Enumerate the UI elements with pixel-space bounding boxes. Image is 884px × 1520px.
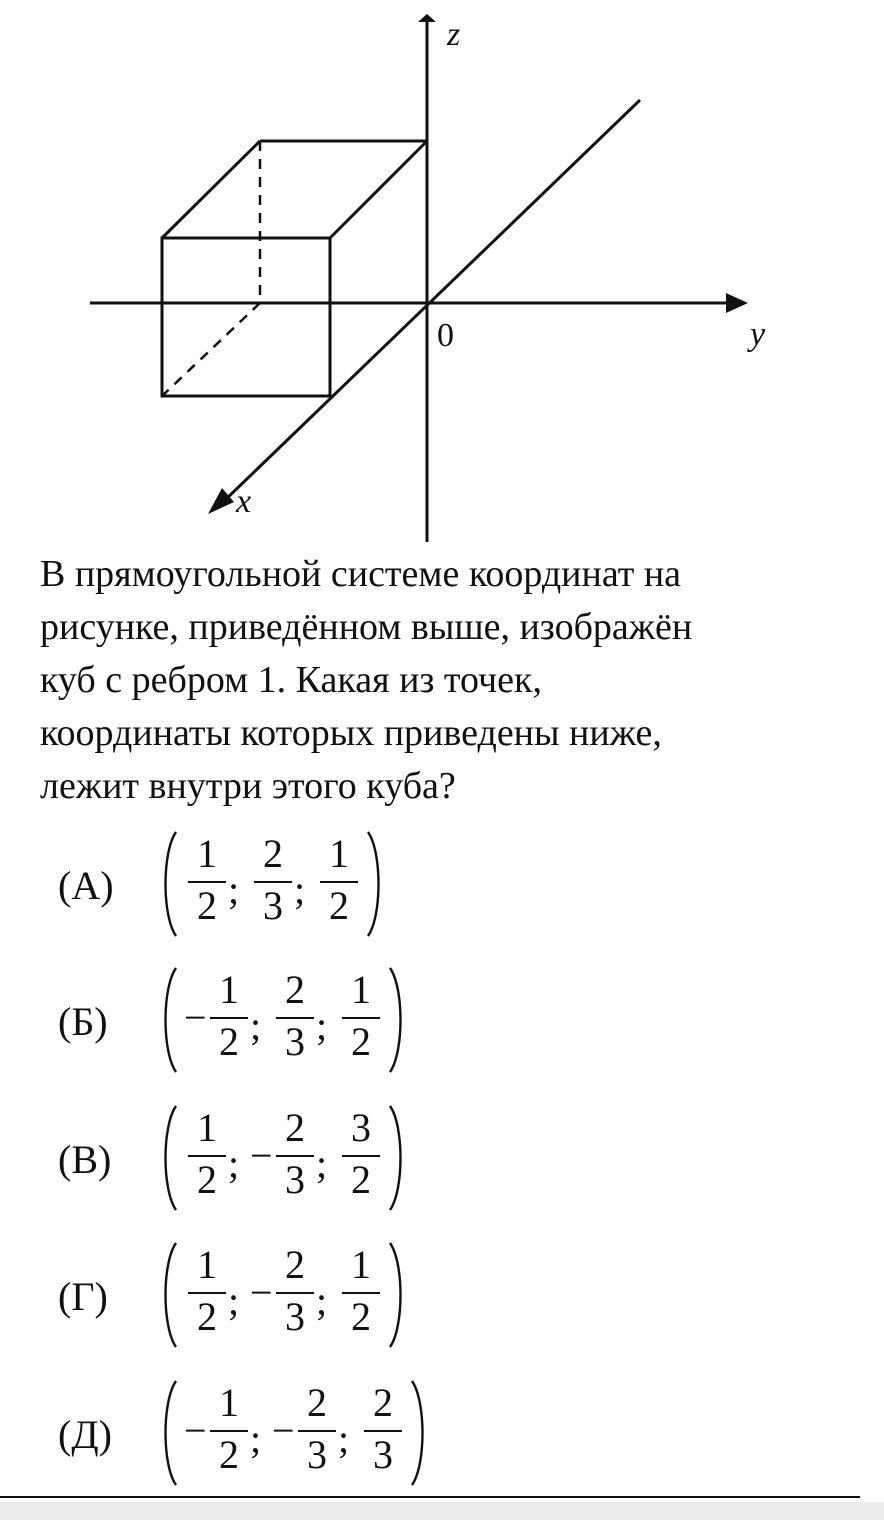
fraction-denominator: 2 [197, 1157, 217, 1202]
minus-sign: − [250, 1270, 273, 1315]
minus-sign: − [272, 1408, 295, 1453]
right-paren [386, 966, 406, 1074]
separator: ; [294, 867, 306, 912]
fraction-denominator: 2 [329, 883, 349, 928]
z-axis-arrow [418, 14, 436, 22]
separator: ; [228, 1278, 240, 1323]
fraction-numerator: 1 [351, 967, 371, 1012]
separator: ; [338, 1416, 350, 1461]
fraction-denominator: 3 [373, 1432, 393, 1477]
fraction-denominator: 2 [197, 883, 217, 928]
fraction [272, 967, 318, 1070]
left-paren [160, 830, 180, 938]
right-paren [364, 830, 384, 938]
fraction [338, 1242, 384, 1345]
fraction-denominator: 2 [351, 1019, 371, 1064]
question-line: куб с ребром 1. Какая из точек, [40, 659, 542, 701]
cube-top-left-edge [162, 141, 260, 238]
option-label: (Б) [58, 999, 108, 1044]
question-line: рисунке, приведённом выше, изображён [40, 606, 693, 648]
fraction [272, 1105, 318, 1208]
cube-hidden-depth-edge [162, 303, 260, 396]
right-paren [386, 1241, 406, 1349]
fraction [338, 967, 384, 1070]
y-axis-arrow [726, 293, 748, 313]
x-axis [223, 100, 640, 502]
fraction-numerator: 2 [285, 967, 305, 1012]
separator: ; [228, 867, 240, 912]
fraction-denominator: 3 [263, 883, 283, 928]
answer-option [0, 1375, 884, 1493]
x-axis-arrow [208, 488, 234, 514]
separator: ; [316, 1003, 328, 1048]
answer-option [0, 826, 884, 944]
separator: ; [316, 1141, 328, 1186]
answer-option [0, 1100, 884, 1218]
fraction-numerator: 3 [351, 1105, 371, 1150]
minus-sign: − [184, 995, 207, 1040]
fraction-denominator: 2 [197, 1294, 217, 1339]
left-paren [160, 1379, 180, 1487]
fraction-denominator: 3 [285, 1019, 305, 1064]
separator: ; [250, 1416, 262, 1461]
fraction-numerator: 1 [351, 1242, 371, 1287]
fraction-denominator: 2 [219, 1019, 239, 1064]
fraction [250, 831, 296, 934]
answer-option [0, 962, 884, 1080]
fraction [184, 831, 230, 934]
fraction-numerator: 2 [263, 831, 283, 876]
cube-top-right-edge [330, 141, 427, 238]
fraction [184, 1242, 230, 1345]
question-line: лежит внутри этого куба? [40, 765, 456, 807]
minus-sign: − [184, 1408, 207, 1453]
fraction-numerator: 2 [373, 1380, 393, 1425]
left-paren [160, 966, 180, 1074]
fraction [272, 1242, 318, 1345]
fraction-numerator: 2 [285, 1105, 305, 1150]
question-line: координаты которых приведены ниже, [40, 712, 662, 754]
fraction-numerator: 1 [197, 831, 217, 876]
fraction [360, 1380, 406, 1483]
cube-coordinate-diagram [0, 0, 884, 545]
fraction-denominator: 2 [351, 1157, 371, 1202]
minus-sign: − [250, 1133, 273, 1178]
option-label: (Д) [58, 1412, 112, 1457]
z-axis-label: z [447, 16, 461, 53]
right-paren [408, 1379, 428, 1487]
fraction [184, 1105, 230, 1208]
left-paren [160, 1241, 180, 1349]
answer-option [0, 1237, 884, 1355]
separator: ; [316, 1278, 328, 1323]
x-axis-label: x [236, 483, 252, 520]
fraction-numerator: 1 [219, 1380, 239, 1425]
fraction-denominator: 3 [285, 1157, 305, 1202]
option-label: (В) [58, 1137, 112, 1182]
fraction [206, 967, 252, 1070]
fraction-numerator: 1 [329, 831, 349, 876]
fraction [316, 831, 362, 934]
fraction-numerator: 2 [285, 1242, 305, 1287]
fraction [206, 1380, 252, 1483]
right-paren [386, 1104, 406, 1212]
bottom-divider [0, 1496, 860, 1498]
option-label: (А) [58, 863, 114, 908]
fraction-denominator: 3 [285, 1294, 305, 1339]
origin-label: 0 [437, 317, 454, 354]
fraction-numerator: 2 [307, 1380, 327, 1425]
left-paren [160, 1104, 180, 1212]
separator: ; [250, 1003, 262, 1048]
bottom-band [0, 1502, 884, 1520]
fraction-numerator: 1 [197, 1242, 217, 1287]
fraction-denominator: 2 [219, 1432, 239, 1477]
fraction-denominator: 2 [351, 1294, 371, 1339]
question-text [40, 548, 840, 813]
separator: ; [228, 1141, 240, 1186]
fraction-denominator: 3 [307, 1432, 327, 1477]
fraction [294, 1380, 340, 1483]
fraction-numerator: 1 [197, 1105, 217, 1150]
option-label: (Г) [58, 1274, 108, 1319]
fraction [338, 1105, 384, 1208]
fraction-numerator: 1 [219, 967, 239, 1012]
y-axis-label: y [750, 316, 766, 353]
question-line: В прямоугольной системе координат на [40, 553, 682, 595]
